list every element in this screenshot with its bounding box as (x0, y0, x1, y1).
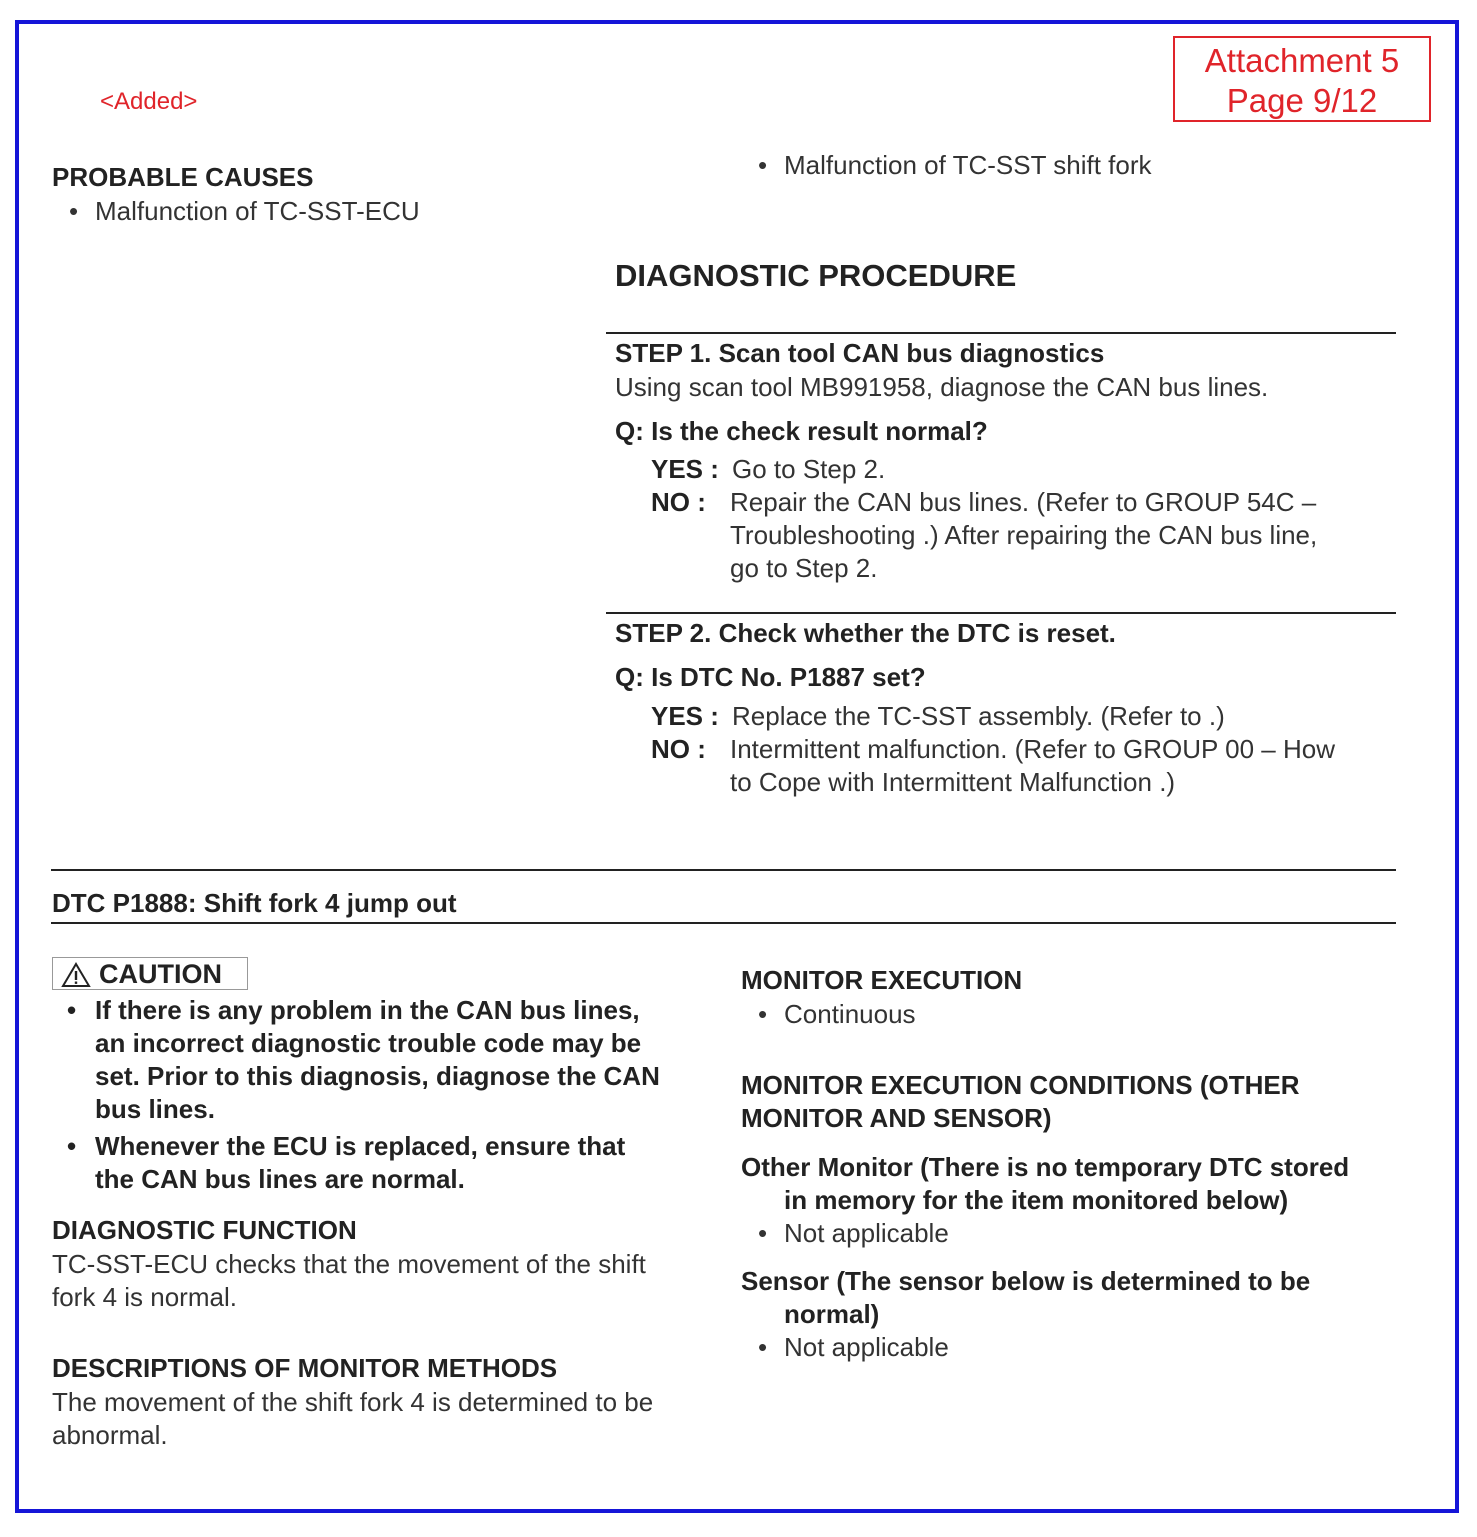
step2-question: Q: Is DTC No. P1887 set? (615, 662, 926, 692)
step1-question: Q: Is the check result normal? (615, 416, 988, 446)
step2-yes-text: Replace the TC-SST assembly. (Refer to .) (732, 701, 1225, 731)
bullet-icon: • (758, 1218, 768, 1248)
step1-no-text-1: Repair the CAN bus lines. (Refer to GROUP 54C – (730, 487, 1317, 517)
diagnostic-procedure-title: DIAGNOSTIC PROCEDURE (615, 258, 1017, 293)
step1-text: Using scan tool MB991958, diagnose the CAN bus lines. (615, 372, 1269, 402)
monitor-methods-heading: DESCRIPTIONS OF MONITOR METHODS (52, 1353, 558, 1383)
added-tag: <Added> (100, 88, 198, 115)
step1-yes-text: Go to Step 2. (732, 454, 886, 484)
caution-label: CAUTION (99, 959, 222, 989)
step2-no-text-2: to Cope with Intermittent Malfunction .) (730, 767, 1176, 797)
divider (51, 922, 1396, 924)
bullet-icon: • (69, 196, 79, 226)
other-monitor-line-1: Other Monitor (There is no temporary DTC stored (741, 1152, 1350, 1182)
monitor-conditions-heading-2: MONITOR AND SENSOR) (741, 1103, 1052, 1133)
diagnostic-function-line-1: TC-SST-ECU checks that the movement of the shift (52, 1249, 646, 1279)
step2-no-text-1: Intermittent malfunction. (Refer to GROUP 00 – How (730, 734, 1335, 764)
step2-title: STEP 2. Check whether the DTC is reset. (615, 618, 1116, 648)
monitor-conditions-heading-1: MONITOR EXECUTION CONDITIONS (OTHER (741, 1070, 1300, 1100)
bullet-icon: • (67, 995, 77, 1025)
page-number: Page 9/12 (1226, 82, 1378, 119)
sensor-line-1: Sensor (The sensor below is determined to be (741, 1266, 1311, 1296)
dtc-title: DTC P1888: Shift fork 4 jump out (52, 888, 457, 918)
bullet-icon: • (758, 150, 768, 180)
divider (606, 332, 1396, 334)
attachment-label: Attachment 5 (1204, 42, 1400, 79)
monitor-methods-line-1: The movement of the shift fork 4 is determined to be (52, 1387, 654, 1417)
monitor-execution-heading: MONITOR EXECUTION (741, 965, 1023, 995)
divider (51, 869, 1396, 871)
step1-title: STEP 1. Scan tool CAN bus diagnostics (615, 338, 1105, 368)
step1-no-text-3: go to Step 2. (730, 553, 878, 583)
bullet-icon: • (67, 1131, 77, 1161)
diagnostic-function-line-2: fork 4 is normal. (52, 1282, 237, 1312)
step2-yes-label: YES : (651, 701, 719, 731)
caution-item-2: • Whenever the ECU is replaced, ensure that the CAN bus lines are normal. (67, 1131, 626, 1194)
step1-no-label: NO : (651, 487, 706, 517)
bullet-icon: • (758, 1332, 768, 1362)
probable-causes-heading: PROBABLE CAUSES (52, 162, 314, 192)
caution-item-1: • If there is any problem in the CAN bus lines, an incorrect diagnostic trouble code may be set. Prior to this diagnosis, diagnose the CAN bus lines. (67, 995, 660, 1124)
other-monitor-item: • Not applicable (758, 1218, 949, 1248)
divider (606, 612, 1396, 614)
warning-triangle-icon (61, 962, 91, 988)
other-monitor-line-2: in memory for the item monitored below) (784, 1185, 1289, 1215)
caution-label-box (52, 957, 248, 990)
diagnostic-function-heading: DIAGNOSTIC FUNCTION (52, 1215, 357, 1245)
attachment-stamp (1173, 36, 1431, 122)
probable-cause-item-1: • Malfunction of TC-SST-ECU (69, 196, 420, 226)
step1-no-text-2: Troubleshooting .) After repairing the CAN bus line, (730, 520, 1318, 550)
step1-yes-label: YES : (651, 454, 719, 484)
sensor-item: • Not applicable (758, 1332, 949, 1362)
step2-no-label: NO : (651, 734, 706, 764)
sensor-line-2: normal) (784, 1299, 880, 1329)
bullet-icon: • (758, 999, 768, 1029)
probable-cause-item-2: • Malfunction of TC-SST shift fork (758, 150, 1152, 180)
monitor-execution-item: • Continuous (758, 999, 916, 1029)
monitor-methods-line-2: abnormal. (52, 1420, 168, 1450)
